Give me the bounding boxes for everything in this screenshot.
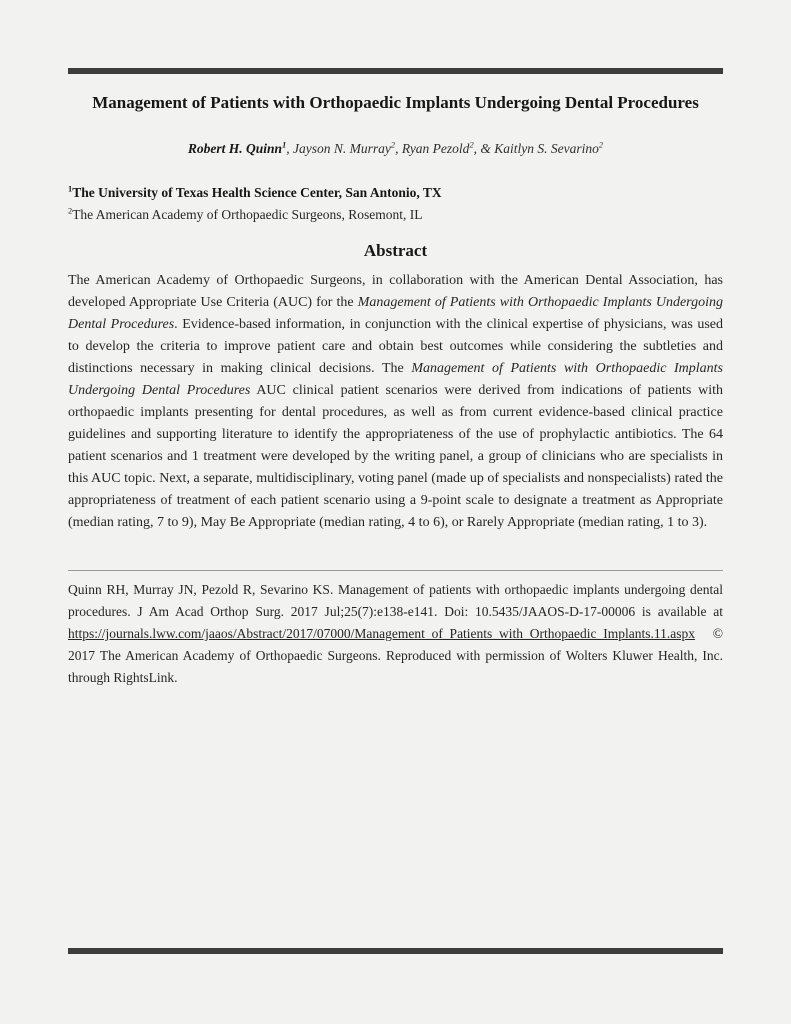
authors-line: Robert H. Quinn$^1$, Jayson N. Murray$^2$, Ryan Pezold$^2$, & Kaitlyn S. Sevarino$^2$ — [187, 140, 604, 156]
citation-divider — [68, 570, 723, 571]
abstract-segment: AUC clinical patient scenarios were derived from indications of patients with orthopaedic implants presenting for dental procedures, as well as from current evidence-based clinical practice guidelines and supporting literature to identify the appropriateness of the use of prophylactic antibiotics. The 64 patient scenarios and 1 treatment were developed by the writing panel, a group of clinicians who are specialists in this AUC topic. Next, a separate, multidisciplinary, voting panel (made up of specialists and nonspecialists) rated the appropriateness of treatment of each patient scenario using a 9-point scale to designate a treatment as Appropriate (median rating, 7 to 9), May Be Appropriate (median rating, 4 to 6), or Rarely Appropriate (median rating, 1 to 3). — [68, 383, 723, 530]
citation-segment: Quinn RH, Murray JN, Pezold R, Sevarino KS. Management of patients with orthopaedic implants undergoing dental procedures. J Am Acad Orthop Surg. 2017 Jul;25(7):e138-e141. Doi: 10.5435/JAAOS-D-17-00006 is available at — [68, 582, 723, 619]
citation-segment: © 2017 The American Academy of Orthopaedic Surgeons. Reproduced with permission of Wolters Kluwer Health, Inc. through RightsLink. — [68, 626, 723, 685]
abstract-heading: Abstract — [363, 241, 428, 260]
author-affiliation-superscript: 2 — [469, 140, 474, 150]
author-name: Ryan Pezold$^2$ — [401, 140, 474, 156]
author-name: Jayson N. Murray$^2$ — [293, 140, 396, 156]
author-affiliation-superscript: 2 — [390, 140, 396, 150]
abstract-segment: . Evidence-based information, in conjunction with the clinical expertise of physicians, was used to develop the criteria to improve patient care and obtain best outcomes while considering the subtleties and distinctions necessary in making clinical decisions. The — [68, 317, 723, 376]
author-affiliation-superscript: 2 — [598, 140, 604, 150]
top-rule-bar — [68, 68, 723, 74]
affiliation-superscript: 1 — [68, 184, 73, 194]
citation-text — [68, 579, 723, 689]
author-name: Robert H. Quinn$^1$ — [187, 140, 287, 156]
page-content — [68, 88, 723, 689]
author-affiliation-superscript: 1 — [282, 140, 287, 150]
affiliation-superscript: 2 — [68, 206, 73, 216]
affiliation-line: $^2$The American Academy of Orthopaedic Surgeons, Rosemont, IL — [68, 206, 423, 222]
paper-title: Management of Patients with Orthopaedic Implants Undergoing Dental Procedures — [92, 93, 699, 112]
abstract-segment: The American Academy of Orthopaedic Surgeons, in collaboration with the American Dental Association, has developed Appropriate Use Criteria (AUC) for the — [68, 273, 723, 310]
abstract-italic-segment: Management of Patients with Orthopaedic Implants Undergoing Dental Procedures — [68, 361, 724, 398]
abstract-text — [68, 270, 723, 534]
author-name: Kaitlyn S. Sevarino$^2$ — [494, 140, 604, 156]
affiliations — [68, 182, 723, 226]
bottom-rule-bar — [68, 948, 723, 954]
affiliation-line: $^1$The University of Texas Health Science Center, San Antonio, TX — [68, 184, 442, 200]
citation-link[interactable]: https://journals.lww.com/jaaos/Abstract/2017/07000/Management_of_Patients_with_Orthopaedic_Implants.11.aspx — [68, 626, 696, 641]
abstract-italic-segment: Management of Patients with Orthopaedic Implants Undergoing Dental Procedures — [68, 295, 724, 332]
